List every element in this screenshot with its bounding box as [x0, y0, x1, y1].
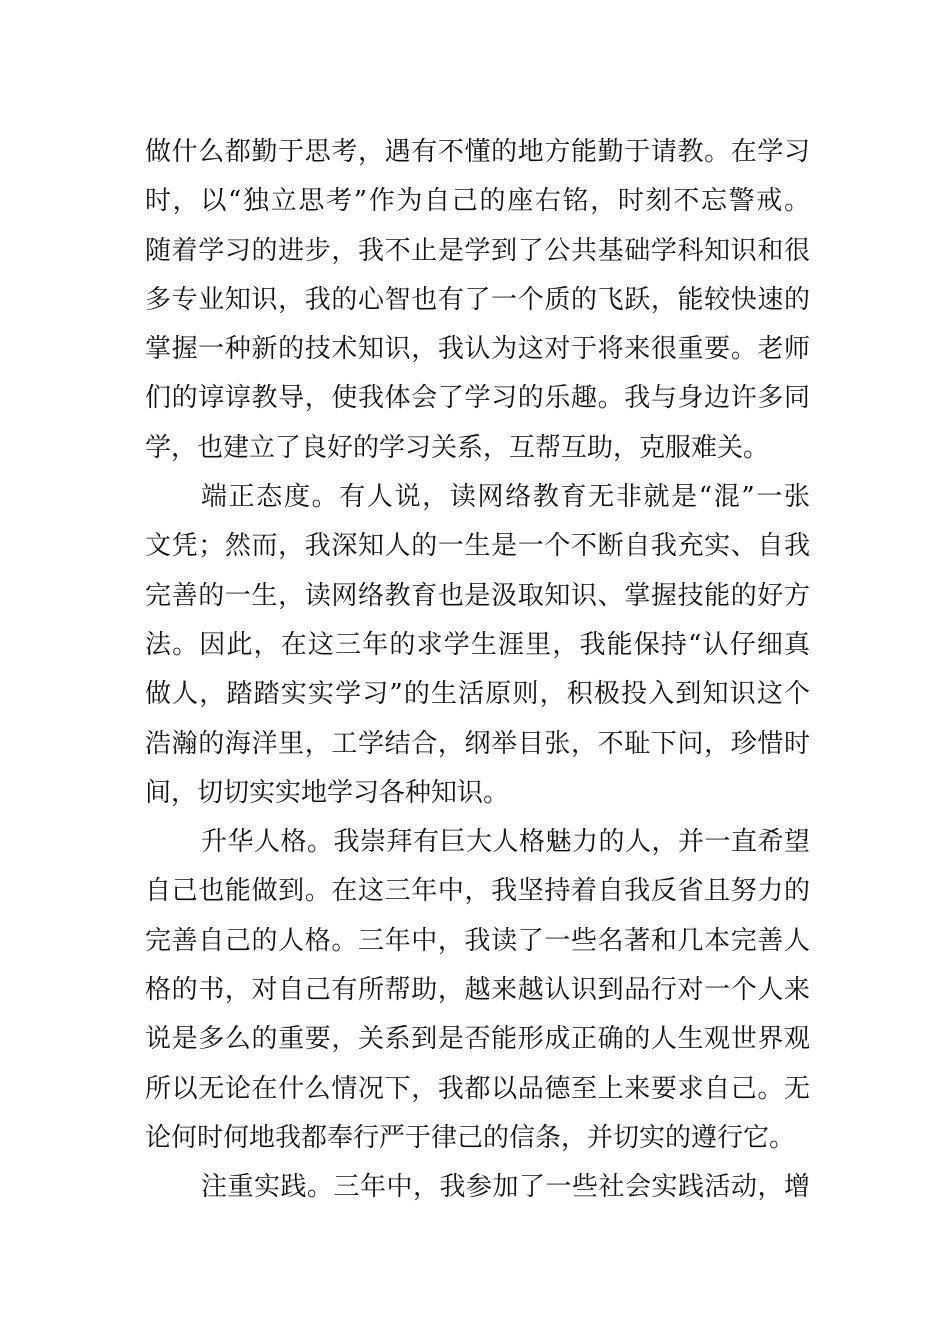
text-line: 注重实践。三年中，我参加了一些社会实践活动，增	[201, 1172, 810, 1203]
text-line: 做人，踏踏实实学习”的生活原则，积极投入到知识这个	[145, 679, 810, 710]
text-line: 学，也建立了良好的学习关系，互帮互助，克服难关。	[145, 432, 770, 463]
text-line: 完善的一生，读网络教育也是汲取知识、掌握技能的好方	[145, 580, 810, 611]
text-line: 们的谆谆教导，使我体会了学习的乐趣。我与身边许多同	[145, 383, 810, 414]
text-line: 间，切切实实地学习各种知识。	[145, 777, 510, 808]
document-body	[145, 128, 810, 1213]
text-line: 文凭；然而，我深知人的一生是一个不断自我充实、自我	[145, 531, 810, 562]
text-line: 时，以“独立思考”作为自己的座右铭，时刻不忘警戒。	[145, 186, 810, 217]
text-line: 论何时何地我都奉行严于律己的信条，并切实的遵行它。	[145, 1122, 796, 1153]
text-line: 随着学习的进步，我不止是学到了公共基础学科知识和很	[145, 235, 810, 266]
text-line: 多专业知识，我的心智也有了一个质的飞跃，能较快速的	[145, 284, 810, 315]
text-line: 格的书，对自己有所帮助，越来越认识到品行对一个人来	[145, 975, 810, 1006]
text-line: 完善自己的人格。三年中，我读了一些名著和几本完善人	[145, 925, 810, 956]
text-line: 所以无论在什么情况下，我都以品德至上来要求自己。无	[145, 1073, 810, 1104]
text-line: 做什么都勤于思考，遇有不懂的地方能勤于请教。在学习	[145, 137, 810, 167]
text-line: 自己也能做到。在这三年中，我坚持着自我反省且努力的	[145, 876, 810, 907]
text-line: 法。因此，在这三年的求学生涯里，我能保持“认仔细真	[145, 629, 810, 660]
text-line: 掌握一种新的技术知识，我认为这对于将来很重要。老师	[145, 334, 810, 365]
text-line: 升华人格。我崇拜有巨大人格魅力的人，并一直希望	[201, 827, 810, 858]
text-line: 端正态度。有人说，读网络教育无非就是“混”一张	[201, 482, 810, 513]
text-line: 浩瀚的海洋里，工学结合，纲举目张，不耻下问，珍惜时	[145, 728, 810, 759]
text-line: 说是多么的重要，关系到是否能形成正确的人生观世界观	[145, 1024, 810, 1055]
